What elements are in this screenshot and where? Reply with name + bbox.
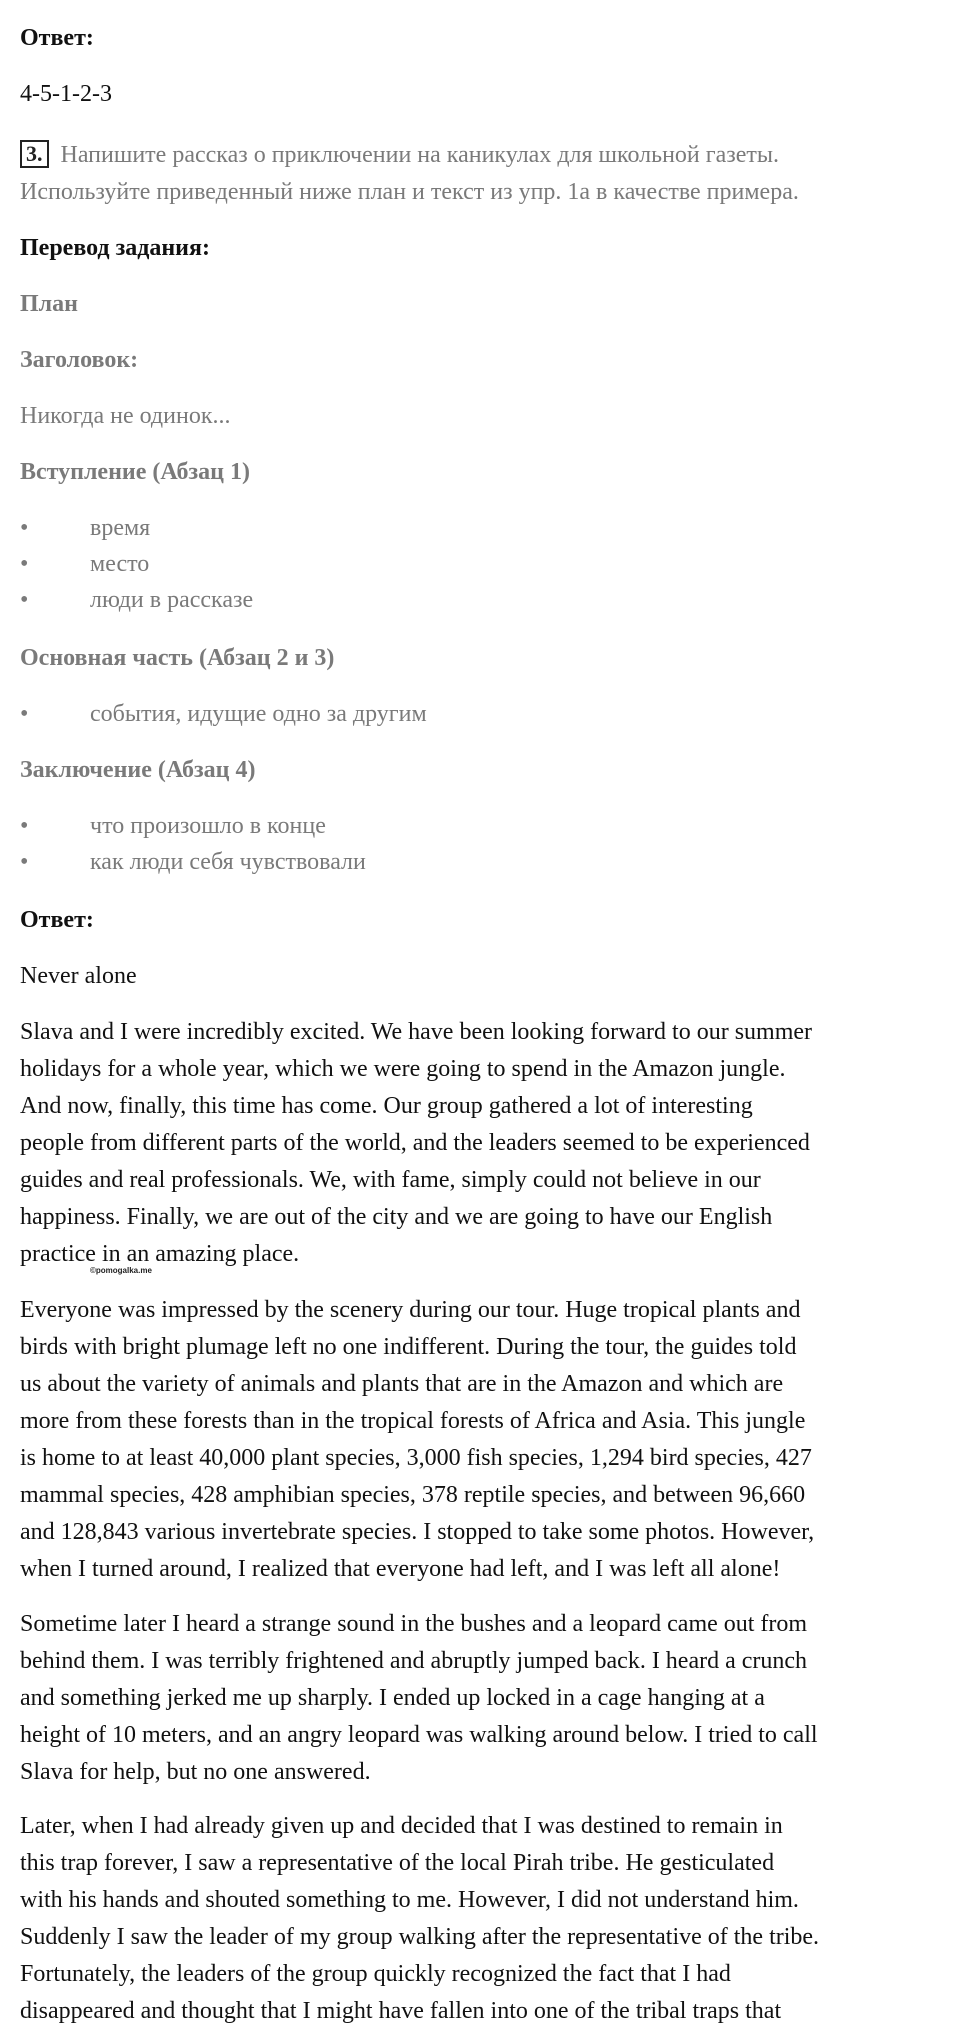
conclusion-item: • что произошло в конце — [20, 813, 326, 839]
main-heading: Основная часть (Абзац 2 и 3) — [20, 645, 335, 671]
conclusion-item: • как люди себя чувствовали — [20, 849, 366, 875]
conclusion-heading: Заключение (Абзац 4) — [20, 757, 256, 783]
task-line-1 — [20, 140, 779, 169]
answer-value: 4-5-1-2-3 — [20, 81, 112, 107]
story-paragraph-3: Sometime later I heard a strange sound in the bushes and a leopard came out from behind them. I was terribly frightened and abruptly jumped back. I heard a crunch and something jerked me up sharply. I ended up locked in a cage hanging at a height of 10 meters, and an angry leopard was walking around below. I tried to call Slava for help, but no one answered. — [20, 1611, 818, 1785]
title-value: Никогда не одинок... — [20, 403, 231, 429]
bullet-icon: • — [20, 813, 29, 839]
translation-label: Перевод задания: — [20, 235, 210, 261]
story-paragraph-4: Later, when I had already given up and decided that I was destined to remain in this trap forever, I saw a representative of the local Pirah tribe. He gesticulated with his hands and shouted something to me. However, I did not understand him. Suddenly I saw the leader of my group walking after the representative of the tribe. Fortunately, the leaders of the group quickly recognized the fact that I had disappeared and thought that I might have fallen into one of the tribal traps that — [20, 1813, 820, 2024]
bullet-icon: • — [20, 551, 29, 577]
bullet-icon: • — [20, 849, 29, 875]
story-paragraph-2: Everyone was impressed by the scenery during our tour. Huge tropical plants and birds with bright plumage left no one indifferent. During the tour, the guides told us about the variety of animals and plants that are in the Amazon and which are more from these forests than in the tropical forests of Africa and Asia. This jungle is home to at least 40,000 plant species, 3,000 fish species, 1,294 bird species, 427 mammal species, 428 amphibian species, 378 reptile species, and between 96,660 and 128,843 various invertebrate species. I stopped to take some photos. However, when I turned around, I realized that everyone had left, and I was left all alone! — [20, 1297, 815, 1582]
intro-item: • люди в рассказе — [20, 587, 254, 613]
story-title: Never alone — [20, 963, 137, 989]
task-text-line-2: Используйте приведенный ниже план и текст из упр. 1a в качестве примера. — [20, 179, 799, 205]
task-number-badge: 3. — [20, 140, 49, 168]
bullet-icon: • — [20, 515, 29, 541]
main-item: • события, идущие одно за другим — [20, 701, 427, 727]
bullet-icon: • — [20, 701, 29, 727]
title-heading: Заголовок: — [20, 347, 139, 373]
intro-heading: Вступление (Абзац 1) — [20, 459, 250, 485]
watermark-text: ©pomogalka.me — [90, 1266, 152, 1275]
bullet-icon: • — [20, 587, 29, 613]
answer2-label: Ответ: — [20, 907, 94, 933]
intro-item: • место — [20, 551, 150, 577]
answer-label: Ответ: — [20, 25, 94, 51]
plan-heading: План — [20, 291, 78, 317]
intro-item: • время — [20, 515, 151, 541]
task-text-line-1: Напишите рассказ о приключении на каникулах для школьной газеты. — [60, 142, 780, 168]
story-paragraph-1: Slava and I were incredibly excited. We have been looking forward to our summer holidays for a whole year, which we were going to spend in the Amazon jungle. And now, finally, this time has come. Our group gathered a lot of interesting people from different parts of the world, and the leaders seemed to be experienced guides and real professionals. We, with fame, simply could not believe in our happiness. Finally, we are out of the city and we are going to have our English practice in an amazing place. — [20, 1019, 813, 1267]
